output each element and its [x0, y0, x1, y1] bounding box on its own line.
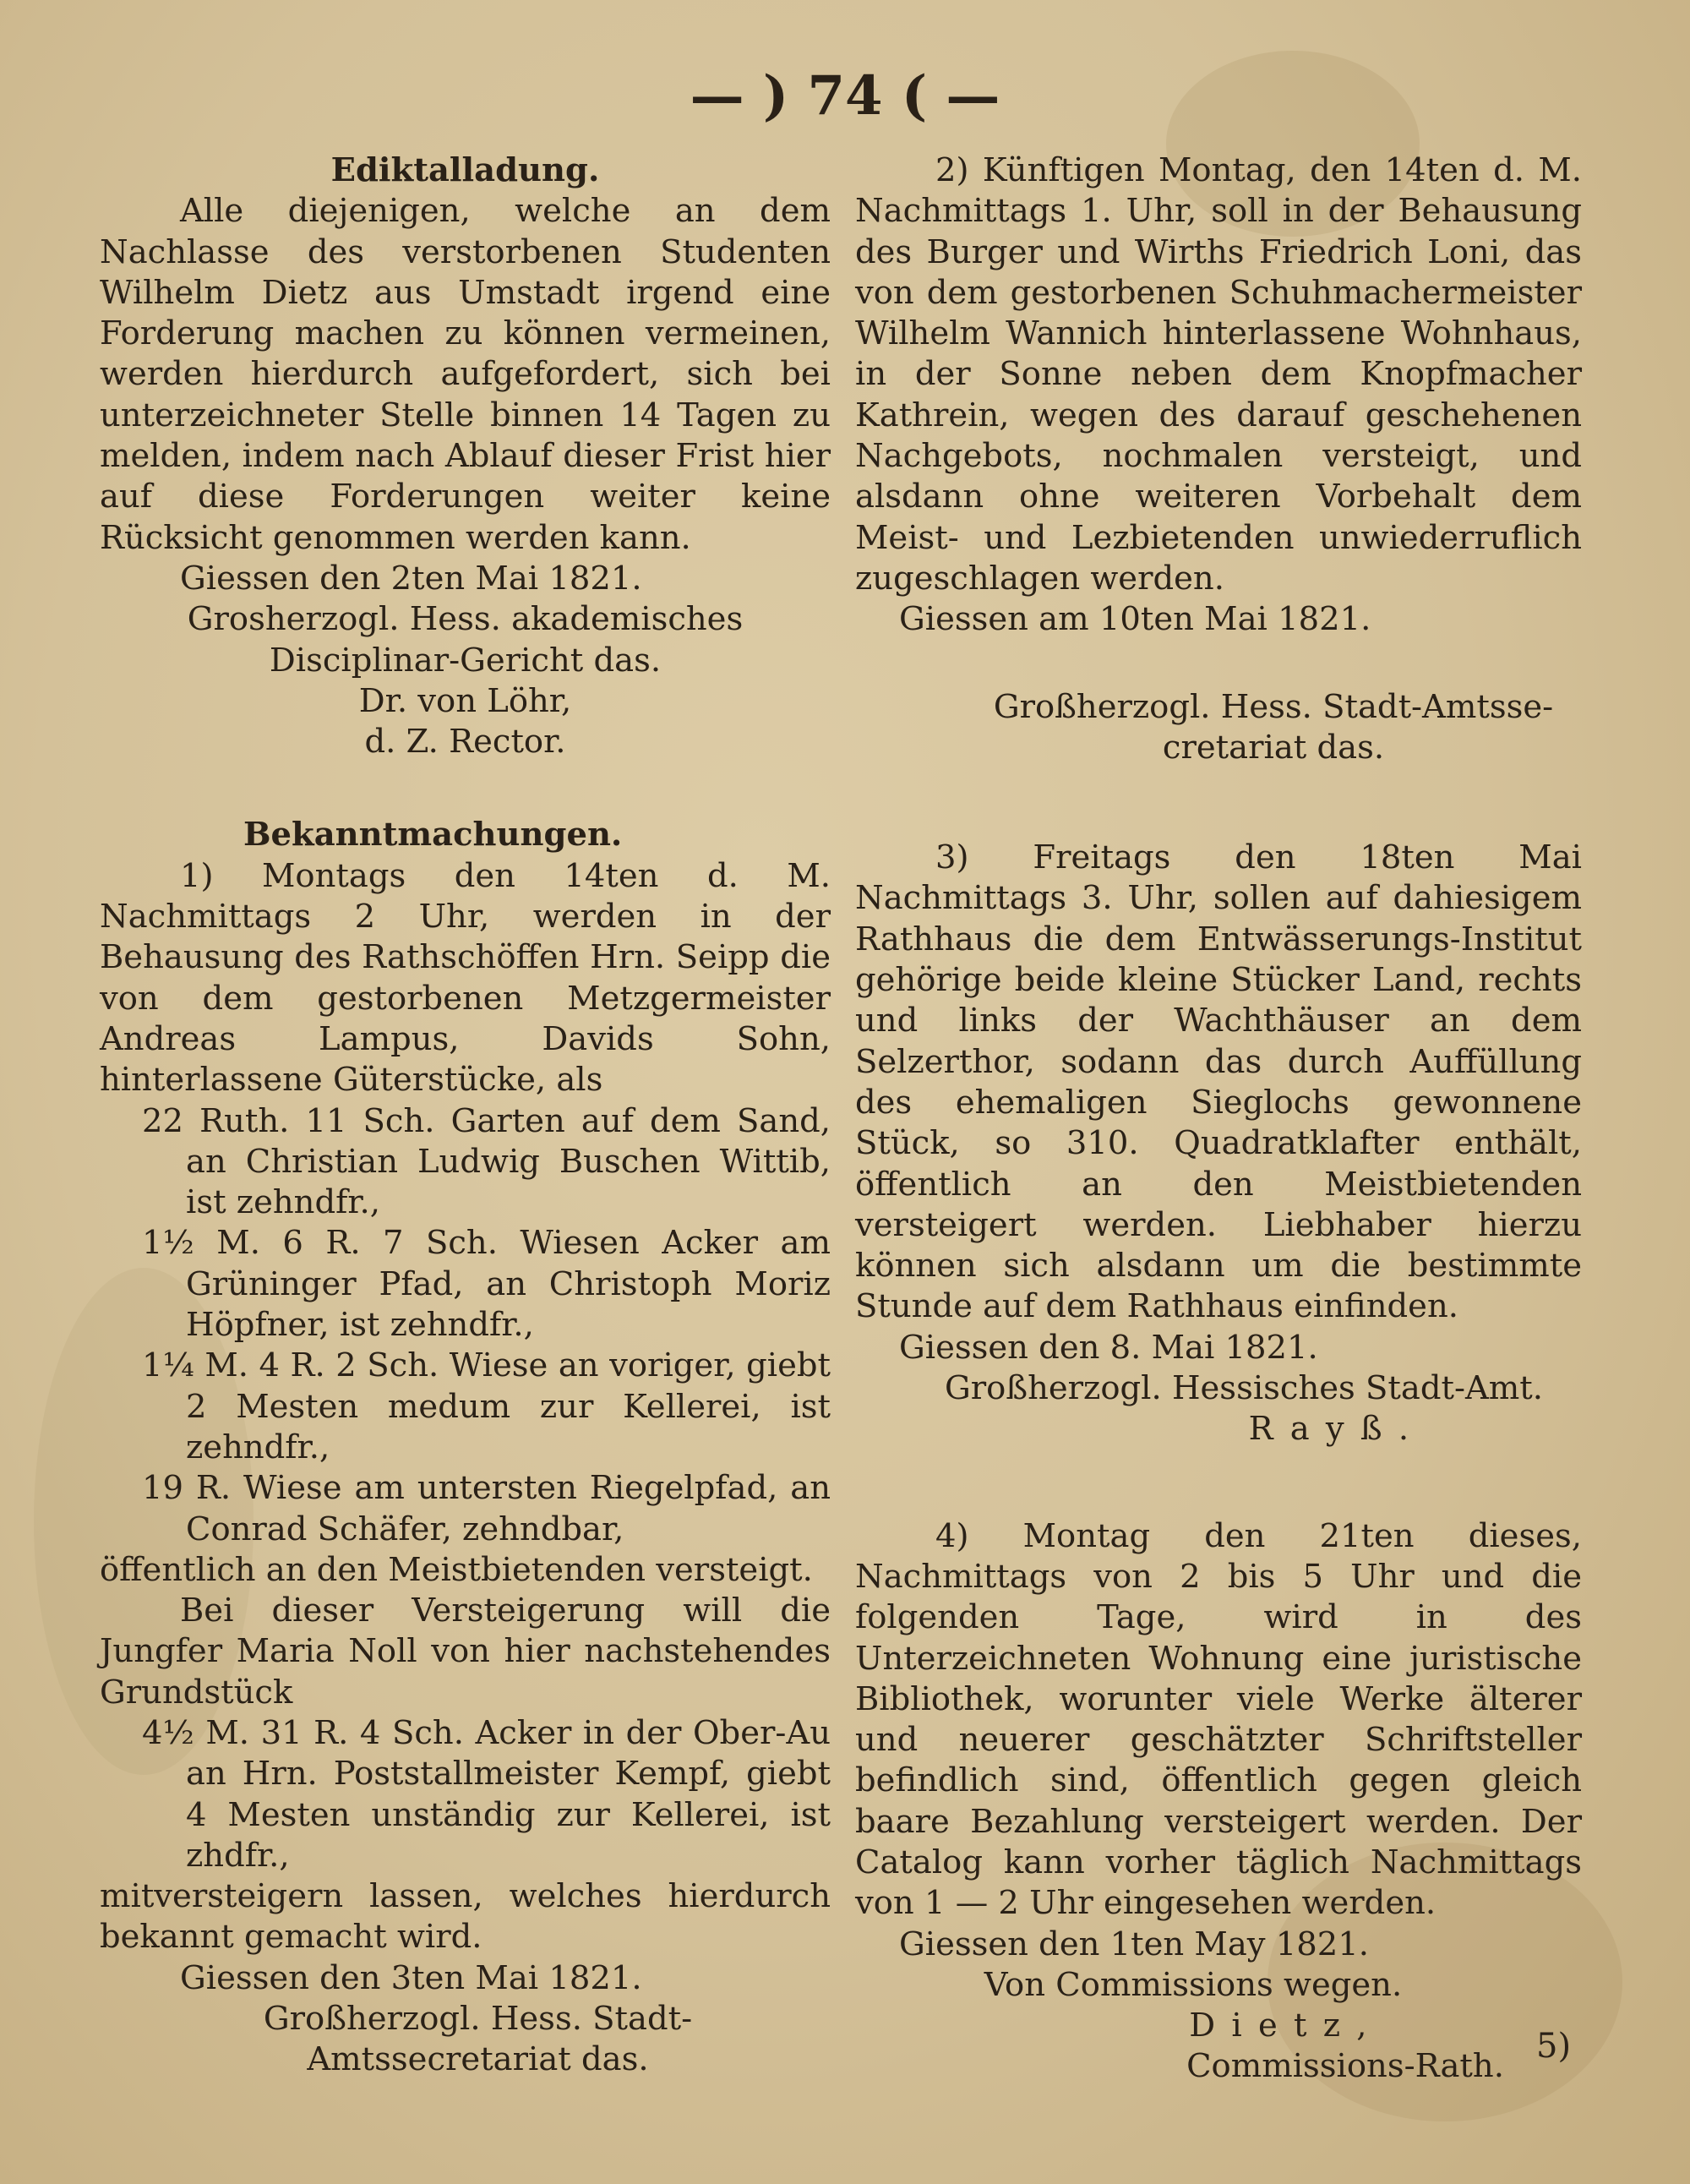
notice-3-signature-line-2: Rayß.: [1248, 1410, 1426, 1449]
notice-3-signature-line-1: Großherzogl. Hessisches Stadt-Amt.: [945, 1369, 1543, 1408]
notice-3-date: Giessen den 8. Mai 1821.: [899, 1328, 1318, 1367]
edict-body: Alle diejenigen, welche an dem Nachlasse des verstorbenen Studenten Wilhelm Dietz aus Umstadt irgend eine Forderung machen zu können vermeinen, werden hierdurch aufgefordert, sich bei unterzeichneter Stelle binnen 14 Tagen zu melden, indem nach Ablauf dieser Frist hier auf diese Forderungen weiter keine Rücksicht genommen werden kann.: [100, 192, 831, 557]
notice-1-item-1: 22 Ruth. 11 Sch. Garten auf dem Sand, an Christian Ludwig Buschen Wittib, ist zehndfr.,: [142, 1101, 831, 1222]
notice-3-body: 3) Freitags den 18ten Mai Nachmittags 3. Uhr, sollen auf dahiesigem Rathhaus die dem Entwässerungs-Institut gehörige beide kleine Stücker Land, rechts und links der Wachthäuser an dem Selzerthor, sodann das durch Auffüllung des ehemaligen Sieglochs gewonnene Stück, so 310. Quadratklafter enthält, öffentlich an den Meistbietenden versteigert werden. Liebhaber hierzu können sich alsdann um die bestimmte Stunde auf dem Rathhaus einfinden.: [855, 838, 1582, 1326]
printer-signature-mark: 5): [1536, 2027, 1572, 2066]
edict-date: Giessen den 2ten Mai 1821.: [180, 559, 642, 598]
notice-2-signature-line-2: cretariat das.: [1162, 728, 1385, 767]
page-number: — ) 74 ( —: [690, 63, 1000, 128]
edict-signature-line-2: Disciplinar-Gericht das.: [269, 641, 662, 680]
edict-signature-line-1: Grosherzogl. Hess. akademisches: [187, 600, 744, 639]
right-column: [855, 150, 1582, 2088]
edict-heading: Ediktalladung.: [330, 151, 600, 189]
notice-1-item-4: 19 R. Wiese am untersten Riegelpfad, an Conrad Schäfer, zehndbar,: [142, 1469, 831, 1548]
notice-4-signature-line-2: Dietz,: [1189, 2007, 1383, 2045]
notice-2-date: Giessen am 10ten Mai 1821.: [899, 600, 1371, 639]
left-column: [100, 150, 831, 2081]
notice-1-signature: Großherzogl. Hess. Stadt-Amtssecretariat das.: [263, 2000, 693, 2079]
notice-1-paragraph-2: Bei dieser Versteigerung will die Jungfer Maria Noll von hier nachstehendes Grundstück: [100, 1592, 831, 1712]
notice-1-item-5: 4½ M. 31 R. 4 Sch. Acker in der Ober-Au an Hrn. Poststallmeister Kempf, giebt 4 Mesten unständig zur Kellerei, ist zhdfr.,: [142, 1713, 831, 1875]
notice-1-paragraph-3: mitversteigern lassen, welches hierdurch bekannt gemacht wird.: [100, 1877, 831, 1957]
notice-1-item-2: 1½ M. 6 R. 7 Sch. Wiesen Acker am Grüninger Pfad, an Christoph Moriz Höpfner, ist zehndfr.,: [142, 1224, 831, 1345]
notice-4-body: 4) Montag den 21ten dieses, Nachmittags von 2 bis 5 Uhr und die folgenden Tage, wird in des Unterzeichneten Wohnung eine juristische Bibliothek, worunter viele Werke älterer und neuerer geschätzter Schriftsteller befindlich sind, öffentlich gegen gleich baare Bezahlung versteigert werden. Der Catalog kann vorher täglich Nachmittags von 1 — 2 Uhr eingesehen werden.: [855, 1516, 1582, 1923]
edict-signature-line-4: d. Z. Rector.: [364, 723, 566, 762]
notice-4-signature-line-3: Commissions-Rath.: [1186, 2047, 1504, 2086]
page-header: [668, 57, 1022, 134]
notice-4-signature-line-1: Von Commissions wegen.: [984, 1965, 1403, 2004]
notice-1-item-3: 1¼ M. 4 R. 2 Sch. Wiese an voriger, giebt 2 Mesten medum zur Kellerei, ist zehndfr.,: [142, 1346, 831, 1466]
notice-1-date: Giessen den 3ten Mai 1821.: [180, 1958, 642, 1997]
notice-1-after: öffentlich an den Meistbietenden versteigt.: [100, 1550, 813, 1589]
notice-4-date: Giessen den 1ten May 1821.: [899, 1925, 1370, 1963]
notice-2-body: 2) Künftigen Montag, den 14ten d. M. Nachmittags 1. Uhr, soll in der Behausung des Burger und Wirths Friedrich Loni, das von dem gestorbenen Schuhmachermeister Wilhelm Wannich hinterlassene Wohnhaus, in der Sonne neben dem Knopfmacher Kathrein, wegen des darauf geschehenen Nachgebots, nochmalen versteigt, und alsdann ohne weiteren Vorbehalt dem Meist- und Lezbietenden unwiederruflich zugeschlagen werden.: [855, 151, 1582, 598]
edict-signature-line-3: Dr. von Löhr,: [358, 681, 572, 720]
notices-heading: Bekanntmachungen.: [243, 816, 623, 854]
notice-2-signature-line-1: Großherzogl. Hess. Stadt-Amtsse-: [993, 687, 1554, 726]
notice-1-intro: 1) Montags den 14ten d. M. Nachmittags 2 Uhr, werden in der Behausung des Rathschöffen Hrn. Seipp die von dem gestorbenen Metzgermeister Andreas Lampus, Davids Sohn, hinterlassene Güterstücke, als: [100, 856, 831, 1100]
